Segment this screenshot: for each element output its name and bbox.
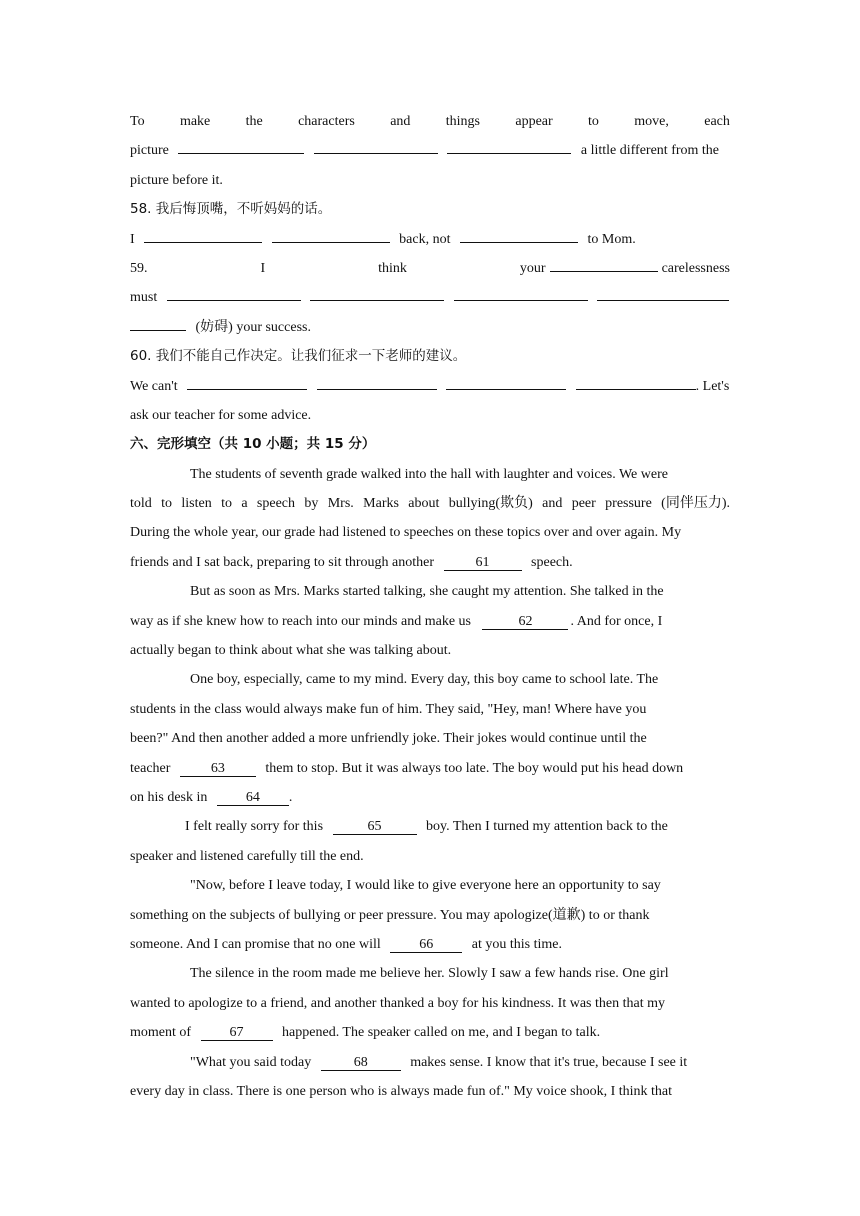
cloze-blank-62[interactable]: 62 xyxy=(482,614,568,630)
q60-answer-line xyxy=(130,372,730,401)
answer-blank[interactable] xyxy=(167,285,301,301)
answer-blank[interactable] xyxy=(447,138,571,154)
word: bullying(欺负) xyxy=(448,496,533,512)
text: back, not xyxy=(399,231,451,247)
answer-blank[interactable] xyxy=(314,138,438,154)
word: to xyxy=(221,496,232,512)
p1-line-4 xyxy=(130,548,730,577)
text: teacher xyxy=(130,760,171,776)
p7-line-2: every day in class. There is one person who is always made fun of." My voice shook, I think that xyxy=(130,1083,673,1099)
answer-blank[interactable] xyxy=(178,138,304,154)
answer-blank[interactable] xyxy=(446,374,566,390)
answer-blank[interactable] xyxy=(597,285,729,301)
word: by xyxy=(304,496,319,512)
p3-line-1: One boy, especially, came to my mind. Every day, this boy came to school late. The xyxy=(190,672,659,688)
word: about xyxy=(408,496,440,512)
q58-answer-line xyxy=(130,225,730,254)
answer-blank[interactable] xyxy=(454,285,588,301)
word: To xyxy=(130,114,145,129)
text: . Let's xyxy=(695,378,730,394)
p1-line-1: The students of seventh grade walked into the hall with laughter and voices. We were xyxy=(190,466,668,482)
word-group xyxy=(520,254,730,283)
word: the xyxy=(245,114,263,129)
document-content xyxy=(130,107,730,1106)
cloze-blank-68[interactable]: 68 xyxy=(321,1055,401,1071)
p2-line-3: actually began to think about what she was talking about. xyxy=(130,643,452,659)
word: I xyxy=(260,260,266,276)
word: appear xyxy=(515,114,553,129)
text: picture xyxy=(130,143,169,159)
text: moment of xyxy=(130,1025,192,1041)
question-number: 59. xyxy=(130,260,148,276)
p6-line-3 xyxy=(130,1018,730,1047)
answer-blank[interactable] xyxy=(550,256,658,272)
q59-line-2 xyxy=(130,283,730,312)
word: characters xyxy=(298,114,355,129)
text: makes sense. I know that it's true, because I see it xyxy=(410,1054,688,1070)
cloze-blank-64[interactable]: 64 xyxy=(217,790,289,806)
cloze-blank-63[interactable]: 63 xyxy=(180,761,256,777)
p4-line-2: speaker and listened carefully till the end. xyxy=(130,848,364,864)
word: Mrs. xyxy=(327,496,354,512)
text: a little different from the xyxy=(580,143,720,159)
cloze-blank-67[interactable]: 67 xyxy=(201,1025,273,1041)
answer-blank[interactable] xyxy=(187,374,307,390)
text: . And for once, I xyxy=(570,613,663,629)
p6-line-1: The silence in the room made me believe her. Slowly I saw a few hands rise. One girl xyxy=(190,966,669,982)
text: . xyxy=(288,789,293,805)
answer-blank[interactable] xyxy=(130,315,186,331)
word: Marks xyxy=(363,496,399,512)
cloze-blank-66[interactable]: 66 xyxy=(390,937,462,953)
answer-blank[interactable] xyxy=(144,227,262,243)
p3-line-4 xyxy=(130,754,730,783)
word: listen xyxy=(181,496,212,512)
word: move, xyxy=(634,114,669,129)
text: to Mom. xyxy=(587,231,636,247)
word: (同伴压力). xyxy=(661,496,730,512)
p5-line-2: something on the subjects of bullying or peer pressure. You may apologize(道歉) to or thank xyxy=(130,907,650,923)
text: happened. The speaker called on me, and I began to talk. xyxy=(282,1025,601,1041)
p5-line-3 xyxy=(130,930,730,959)
text: (妨碍) your success. xyxy=(195,319,311,335)
p3-line-2: students in the class would always make fun of him. They said, "Hey, man! Where have you xyxy=(130,701,647,717)
word: peer xyxy=(571,496,596,512)
text: someone. And I can promise that no one will xyxy=(130,936,381,952)
word: and xyxy=(542,496,563,512)
q57-line-2 xyxy=(130,136,730,165)
text: way as if she knew how to reach into our minds and make us xyxy=(130,613,471,629)
section-heading: 六、完形填空（共 10 小题；共 15 分） xyxy=(130,436,376,453)
text: boy. Then I turned my attention back to the xyxy=(426,819,668,835)
text: We can't xyxy=(130,378,178,394)
word: things xyxy=(445,114,480,129)
word: carelessness xyxy=(661,260,730,276)
q59-line-3 xyxy=(130,313,730,342)
word: each xyxy=(704,114,730,129)
text: "What you said today xyxy=(190,1054,312,1070)
p3-line-3: been?" And then another added a more unfriendly joke. Their jokes would continue until the xyxy=(130,731,647,747)
p6-line-2: wanted to apologize to a friend, and another thanked a boy for his kindness. It was then that my xyxy=(130,995,665,1011)
q59-line-1 xyxy=(130,254,730,283)
word: to xyxy=(588,114,599,129)
word: make xyxy=(179,114,211,129)
q60-line-2: ask our teacher for some advice. xyxy=(130,407,312,423)
text: speech. xyxy=(531,554,573,570)
answer-blank[interactable] xyxy=(460,227,578,243)
answer-blank[interactable] xyxy=(310,285,444,301)
word: to xyxy=(161,496,173,512)
text: at you this time. xyxy=(471,936,563,952)
p4-line-1 xyxy=(130,812,730,841)
text: them to stop. But it was always too late. The boy would put his head down xyxy=(265,760,684,776)
q58-prompt: 58. 我后悔顶嘴，不听妈妈的话。 xyxy=(130,201,332,218)
p2-line-2 xyxy=(130,607,730,636)
answer-blank[interactable] xyxy=(272,227,390,243)
word: a xyxy=(241,496,248,512)
word: pressure xyxy=(605,496,652,512)
q60-prompt: 60. 我们不能自己作决定。让我们征求一下老师的建议。 xyxy=(130,348,467,365)
p2-line-1: But as soon as Mrs. Marks started talking, she caught my attention. She talked in the xyxy=(190,584,664,600)
word: and xyxy=(390,114,411,129)
text: on his desk in xyxy=(130,789,208,805)
text: must xyxy=(130,290,158,306)
word: think xyxy=(378,260,407,276)
cloze-blank-65[interactable]: 65 xyxy=(333,819,417,835)
p3-line-5 xyxy=(130,783,730,812)
word: your xyxy=(519,260,546,276)
word: told xyxy=(130,496,152,512)
q57-line-3: picture before it. xyxy=(130,172,223,188)
text: I felt really sorry for this xyxy=(185,819,324,835)
cloze-blank-61[interactable]: 61 xyxy=(444,555,522,571)
word: speech xyxy=(256,496,296,512)
answer-blank[interactable] xyxy=(576,374,696,390)
p7-line-1 xyxy=(130,1048,730,1077)
text: I xyxy=(130,231,135,247)
text: friends and I sat back, preparing to sit through another xyxy=(130,554,435,570)
p5-line-1: "Now, before I leave today, I would like to give everyone here an opportunity to say xyxy=(190,878,661,894)
p1-line-2 xyxy=(130,489,730,518)
q57-line-1 xyxy=(130,107,730,136)
p1-line-3: During the whole year, our grade had listened to speeches on these topics over and over again. My xyxy=(130,525,682,541)
answer-blank[interactable] xyxy=(317,374,437,390)
